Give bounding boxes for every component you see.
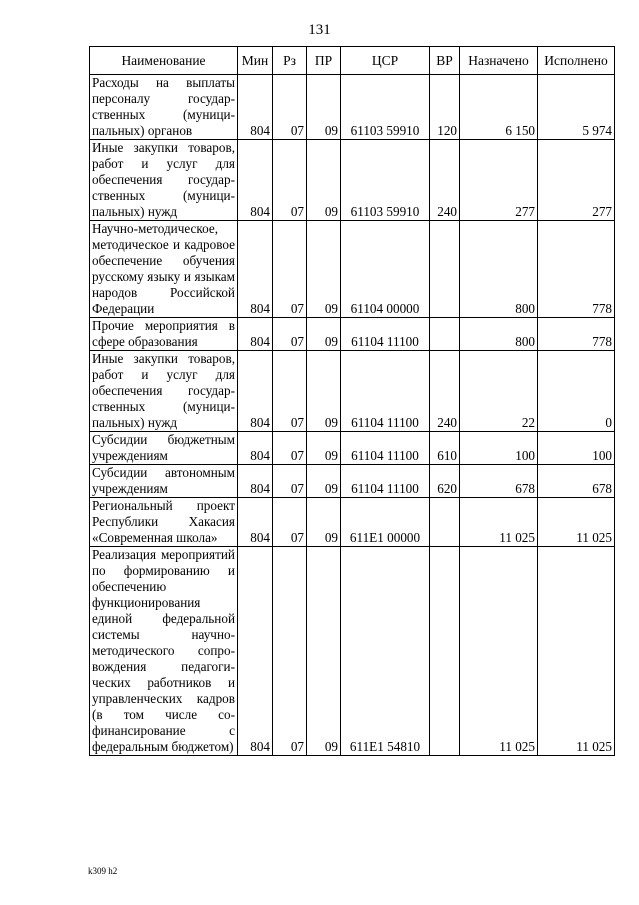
header-name: Наименование bbox=[90, 47, 238, 75]
table-row bbox=[90, 351, 615, 432]
row-assigned: 800 bbox=[460, 221, 538, 318]
row-rz: 07 bbox=[273, 351, 307, 432]
row-rz: 07 bbox=[273, 75, 307, 140]
budget-table bbox=[89, 46, 615, 756]
table-row bbox=[90, 498, 615, 547]
row-assigned: 6 150 bbox=[460, 75, 538, 140]
row-executed: 678 bbox=[538, 465, 615, 498]
row-pr: 09 bbox=[307, 547, 341, 756]
row-min: 804 bbox=[238, 75, 273, 140]
row-vr: 240 bbox=[430, 140, 460, 221]
table-row bbox=[90, 432, 615, 465]
row-name: Иные закупки товаров, работ и услуг для обеспечения государственных (муниципальных) нужд bbox=[90, 140, 238, 221]
row-csr: 61104 11100 bbox=[341, 318, 430, 351]
table-row bbox=[90, 221, 615, 318]
table-row bbox=[90, 547, 615, 756]
row-vr bbox=[430, 318, 460, 351]
row-assigned: 678 bbox=[460, 465, 538, 498]
row-name: Субсидии автономным учреждениям bbox=[90, 465, 238, 498]
row-vr: 120 bbox=[430, 75, 460, 140]
header-csr: ЦСР bbox=[341, 47, 430, 75]
row-min: 804 bbox=[238, 318, 273, 351]
row-pr: 09 bbox=[307, 75, 341, 140]
table-row bbox=[90, 318, 615, 351]
row-pr: 09 bbox=[307, 432, 341, 465]
row-executed: 11 025 bbox=[538, 547, 615, 756]
row-executed: 100 bbox=[538, 432, 615, 465]
row-csr: 61104 11100 bbox=[341, 351, 430, 432]
row-name: Научно-методическое, методическое и кадровое обеспечение обучения русскому языку и языкам народов Российской Федерации bbox=[90, 221, 238, 318]
row-pr: 09 bbox=[307, 351, 341, 432]
footer-code: k309 h2 bbox=[88, 866, 118, 876]
row-assigned: 11 025 bbox=[460, 498, 538, 547]
row-vr: 620 bbox=[430, 465, 460, 498]
header-min: Мин bbox=[238, 47, 273, 75]
table-row bbox=[90, 465, 615, 498]
row-csr: 61104 00000 bbox=[341, 221, 430, 318]
row-executed: 778 bbox=[538, 221, 615, 318]
row-rz: 07 bbox=[273, 221, 307, 318]
row-min: 804 bbox=[238, 221, 273, 318]
row-pr: 09 bbox=[307, 221, 341, 318]
row-executed: 277 bbox=[538, 140, 615, 221]
row-min: 804 bbox=[238, 351, 273, 432]
row-csr: 61103 59910 bbox=[341, 75, 430, 140]
row-rz: 07 bbox=[273, 465, 307, 498]
row-rz: 07 bbox=[273, 432, 307, 465]
row-rz: 07 bbox=[273, 498, 307, 547]
row-min: 804 bbox=[238, 547, 273, 756]
row-name: Прочие мероприятия в сфере образования bbox=[90, 318, 238, 351]
row-pr: 09 bbox=[307, 140, 341, 221]
row-assigned: 100 bbox=[460, 432, 538, 465]
row-assigned: 800 bbox=[460, 318, 538, 351]
table-header-row bbox=[90, 47, 615, 75]
row-csr: 61103 59910 bbox=[341, 140, 430, 221]
row-name: Реализация мероприятий по формированию и обеспечению функционирования единой федеральной системы научно-методического сопровождения педагогических работников и управленческих кадров (в том числе софинансирование с федеральным бюджетом) bbox=[90, 547, 238, 756]
row-executed: 11 025 bbox=[538, 498, 615, 547]
row-executed: 0 bbox=[538, 351, 615, 432]
row-executed: 5 974 bbox=[538, 75, 615, 140]
row-vr: 240 bbox=[430, 351, 460, 432]
row-pr: 09 bbox=[307, 465, 341, 498]
table-row bbox=[90, 75, 615, 140]
row-name: Субсидии бюджетным учреждениям bbox=[90, 432, 238, 465]
row-assigned: 11 025 bbox=[460, 547, 538, 756]
page-number: 131 bbox=[308, 22, 331, 38]
row-vr bbox=[430, 221, 460, 318]
row-vr: 610 bbox=[430, 432, 460, 465]
row-executed: 778 bbox=[538, 318, 615, 351]
header-rz: Рз bbox=[273, 47, 307, 75]
header-pr: ПР bbox=[307, 47, 341, 75]
row-name: Иные закупки товаров, работ и услуг для обеспечения государственных (муниципальных) нужд bbox=[90, 351, 238, 432]
row-rz: 07 bbox=[273, 547, 307, 756]
row-csr: 611Е1 54810 bbox=[341, 547, 430, 756]
row-pr: 09 bbox=[307, 318, 341, 351]
row-rz: 07 bbox=[273, 318, 307, 351]
row-min: 804 bbox=[238, 498, 273, 547]
row-min: 804 bbox=[238, 140, 273, 221]
header-executed: Исполнено bbox=[538, 47, 615, 75]
row-csr: 61104 11100 bbox=[341, 465, 430, 498]
row-vr bbox=[430, 547, 460, 756]
row-pr: 09 bbox=[307, 498, 341, 547]
row-min: 804 bbox=[238, 432, 273, 465]
header-assigned: Назначено bbox=[460, 47, 538, 75]
row-vr bbox=[430, 498, 460, 547]
row-rz: 07 bbox=[273, 140, 307, 221]
row-name: Расходы на выплаты персоналу государственных (муниципальных) органов bbox=[90, 75, 238, 140]
row-assigned: 22 bbox=[460, 351, 538, 432]
table-row bbox=[90, 140, 615, 221]
row-name: Региональный проект Республики Хакасия «Современная школа» bbox=[90, 498, 238, 547]
row-csr: 611Е1 00000 bbox=[341, 498, 430, 547]
row-csr: 61104 11100 bbox=[341, 432, 430, 465]
row-min: 804 bbox=[238, 465, 273, 498]
row-assigned: 277 bbox=[460, 140, 538, 221]
header-vr: ВР bbox=[430, 47, 460, 75]
